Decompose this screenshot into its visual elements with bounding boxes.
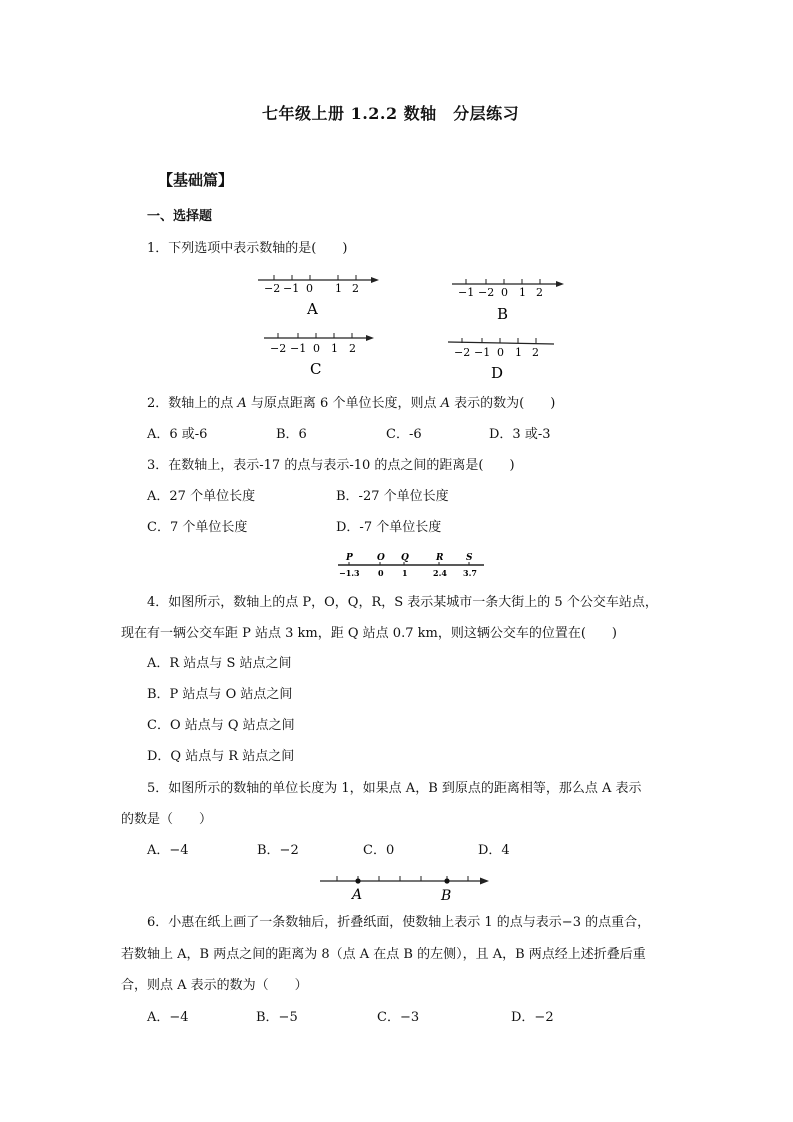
- q3-option-b: B．-27 个单位长度: [336, 489, 449, 504]
- q1-axis-c: [264, 333, 374, 378]
- q1-d-label-2: −1: [474, 346, 491, 359]
- q5-point-b-label: B: [441, 888, 452, 904]
- q1-c-label-3: 0: [313, 342, 320, 355]
- q1-c-label-2: −1: [290, 342, 307, 355]
- q1-d-label-5: 2: [532, 346, 539, 359]
- q4-value-q: 1: [402, 568, 408, 578]
- q4-option-d: D．Q 站点与 R 站点之间: [147, 749, 295, 764]
- q5-stem-line-2: 的数是（ ）: [121, 812, 213, 827]
- q4-option-b: B．P 站点与 O 站点之间: [147, 687, 293, 702]
- q1-c-label-5: 2: [349, 342, 356, 355]
- q2-stem-mid: 与原点距离 6 个单位长度，则点: [246, 396, 441, 411]
- q5-option-b: B．−2: [257, 843, 299, 858]
- q1-d-letter: D: [491, 364, 504, 382]
- q4-letter-p: P: [346, 553, 353, 563]
- q1-c-label-1: −2: [270, 342, 287, 355]
- q6-stem-line-2: 若数轴上 A，B 两点之间的距离为 8（点 A 在点 B 的左侧），且 A，B 两点经上述折叠后重: [121, 947, 646, 962]
- q1-axis-b: [452, 279, 564, 323]
- q2-stem-pre: 2．数轴上的点: [147, 396, 238, 411]
- q4-letter-r: R: [436, 553, 444, 563]
- q1-a-letter: A: [307, 300, 318, 318]
- section-heading: 【基础篇】: [158, 171, 234, 189]
- q1-b-label-1: −1: [458, 286, 475, 299]
- q5-figure: [316, 868, 496, 904]
- q2-stem-post: 表示的数为( ): [450, 396, 556, 411]
- q1-a-label-3: 0: [306, 282, 313, 295]
- q1-b-letter: B: [497, 305, 509, 323]
- q5-point-a-dot: [355, 878, 360, 883]
- q4-letter-q: Q: [401, 553, 409, 563]
- q4-figure: [332, 548, 492, 580]
- q2-stem: [147, 395, 555, 413]
- q4-value-p: −1.3: [339, 568, 360, 578]
- q5-option-a: A．−4: [147, 843, 189, 858]
- q1-stem: 1．下列选项中表示数轴的是( ): [147, 241, 348, 256]
- q1-c-letter: C: [310, 360, 322, 378]
- q2-var-a-2: A: [440, 396, 450, 411]
- subsection-heading: 一、选择题: [147, 209, 213, 224]
- q4-option-c: C．O 站点与 Q 站点之间: [147, 718, 295, 733]
- q1-b-label-4: 1: [519, 286, 526, 299]
- q1-b-label-3: 0: [501, 286, 508, 299]
- q4-option-a: A．R 站点与 S 站点之间: [147, 656, 292, 671]
- q3-option-c: C．7 个单位长度: [147, 520, 248, 535]
- q1-a-label-2: −1: [283, 282, 300, 295]
- q6-option-d: D．−2: [511, 1010, 554, 1025]
- q4-value-r: 2.4: [433, 568, 447, 578]
- q4-value-o: 0: [378, 568, 384, 578]
- q5-option-d: D．4: [478, 843, 510, 858]
- q1-a-label-4: 1: [335, 282, 342, 295]
- q1-axis-a: [258, 275, 379, 318]
- q1-axis-d: [448, 338, 554, 382]
- q2-option-d: D．3 或-3: [489, 427, 551, 442]
- page-title: 七年级上册 1.2.2 数轴 分层练习: [262, 104, 520, 123]
- q6-option-c: C．−3: [377, 1010, 420, 1025]
- q6-stem-line-1: 6．小惠在纸上画了一条数轴后，折叠纸面，使数轴上表示 1 的点与表示−3 的点重合，: [147, 915, 651, 930]
- q1-figure: [240, 268, 580, 386]
- q4-stem-line-1: 4．如图所示，数轴上的点 P，O，Q，R，S 表示某城市一条大街上的 5 个公交车站点，: [147, 595, 658, 610]
- q1-d-label-1: −2: [454, 346, 471, 359]
- q2-option-c: C．-6: [386, 427, 422, 442]
- q2-option-a: A．6 或-6: [147, 427, 208, 442]
- q6-option-b: B．−5: [256, 1010, 298, 1025]
- q1-d-label-3: 0: [497, 346, 504, 359]
- q2-var-a: A: [237, 396, 247, 411]
- q4-letter-s: S: [466, 553, 473, 563]
- q6-stem-line-3: 合，则点 A 表示的数为（ ）: [121, 978, 308, 993]
- q4-value-s: 3.7: [463, 568, 477, 578]
- q1-a-label-5: 2: [352, 282, 359, 295]
- q1-b-label-5: 2: [536, 286, 543, 299]
- q6-option-a: A．−4: [147, 1010, 189, 1025]
- q3-option-a: A．27 个单位长度: [147, 489, 256, 504]
- q1-c-label-4: 1: [331, 342, 338, 355]
- q5-stem-line-1: 5．如图所示的数轴的单位长度为 1，如果点 A，B 到原点的距离相等，那么点 A 表示: [147, 781, 642, 796]
- q4-stem-line-2: 现在有一辆公交车距 P 站点 3 km，距 Q 站点 0.7 km，则这辆公交车的位置在( ): [121, 626, 617, 641]
- q5-point-b-dot: [444, 878, 449, 883]
- q1-d-label-4: 1: [515, 346, 522, 359]
- q3-stem: 3．在数轴上，表示-17 的点与表示-10 的点之间的距离是( ): [147, 458, 515, 473]
- q4-letter-o: O: [377, 553, 385, 563]
- q1-a-label-1: −2: [264, 282, 281, 295]
- q2-option-b: B．6: [276, 427, 307, 442]
- q3-option-d: D．-7 个单位长度: [336, 520, 442, 535]
- q1-b-label-2: −2: [478, 286, 495, 299]
- q5-point-a-label: A: [352, 887, 363, 903]
- q5-option-c: C．0: [363, 843, 395, 858]
